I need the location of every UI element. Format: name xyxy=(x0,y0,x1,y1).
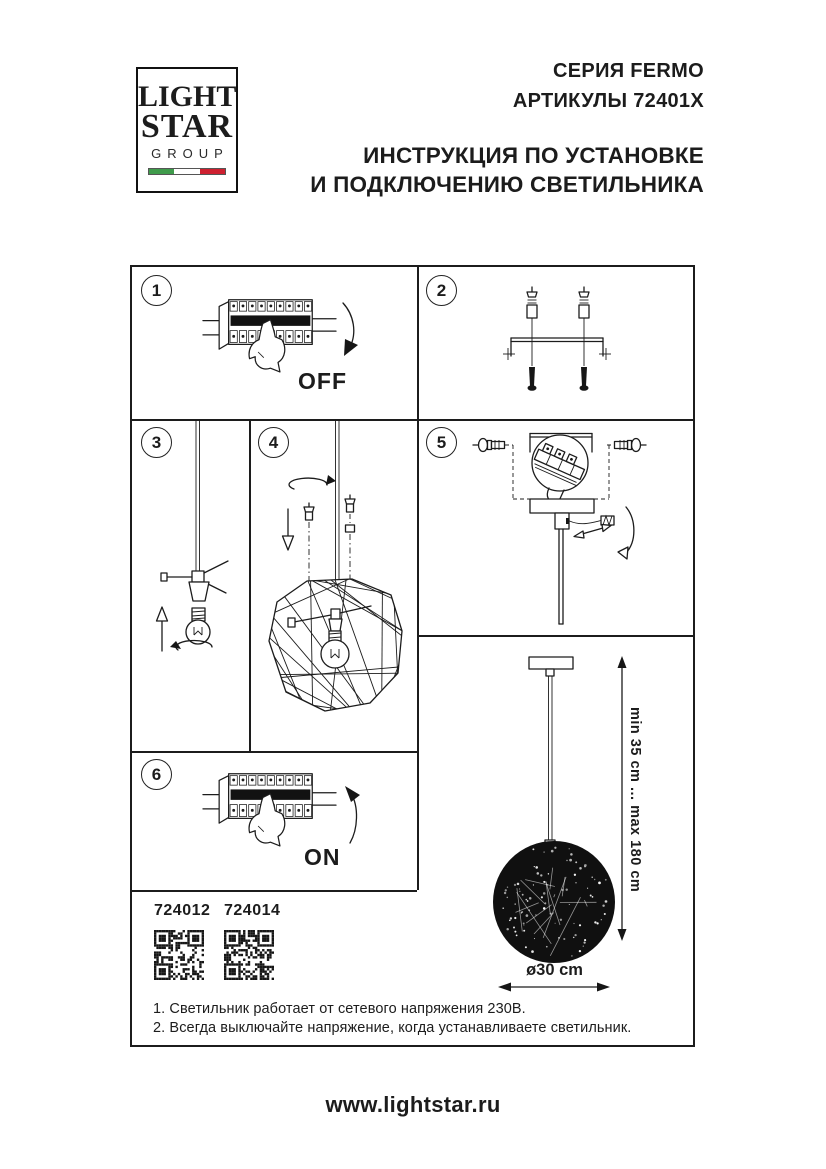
shade-install-diagram xyxy=(249,419,417,751)
note-2: 2. Всегда выключайте напряжение, когда устанавливаете светильник. xyxy=(153,1019,632,1036)
step-5-number: 5 xyxy=(426,427,457,458)
flag-white xyxy=(174,169,199,174)
diagram-sheet xyxy=(130,265,695,1047)
ceiling-mount-diagram xyxy=(417,419,697,635)
pendant-lamp-diagram xyxy=(417,635,697,1049)
step-3-panel xyxy=(132,419,249,751)
step-6-panel xyxy=(132,751,417,890)
articles-title: АРТИКУЛЫ 72401X xyxy=(512,90,704,112)
breaker-on-diagram xyxy=(132,751,417,890)
instruction-title-line1: ИНСТРУКЦИЯ ПО УСТАНОВКЕ xyxy=(363,143,704,168)
qr-article-724012: 724012 xyxy=(154,902,211,919)
lamp-dimensions-panel xyxy=(417,635,697,1049)
step-2-number: 2 xyxy=(426,275,457,306)
lightstar-logo xyxy=(136,67,238,193)
website-url: www.lightstar.ru xyxy=(325,1092,501,1117)
logo-word-group: GROUP xyxy=(151,146,229,161)
logo-word-star: STAR xyxy=(140,108,234,145)
step-6-number: 6 xyxy=(141,759,172,790)
qr-code-724012 xyxy=(154,930,204,980)
logo-word-light: LIGHT xyxy=(138,80,237,113)
height-range-label: min 35 cm ... max 180 cm xyxy=(627,707,643,893)
safety-notes xyxy=(153,1000,631,1037)
flag-red xyxy=(200,169,225,174)
off-label: OFF xyxy=(298,368,347,394)
qr-article-724014: 724014 xyxy=(224,902,281,919)
step-1-panel xyxy=(132,267,417,419)
on-label: ON xyxy=(304,844,341,870)
step-1-number: 1 xyxy=(141,275,172,306)
note-1: 1. Светильник работает от сетевого напряжения 230В. xyxy=(153,1001,526,1017)
step-3-number: 3 xyxy=(141,427,172,458)
step-5-panel xyxy=(417,419,697,635)
breaker-off-diagram xyxy=(132,267,417,419)
flag-green xyxy=(149,169,174,174)
series-title: СЕРИЯ FERMO xyxy=(553,60,704,82)
step-4-panel xyxy=(249,419,417,751)
italian-flag-stripe xyxy=(148,168,226,175)
instruction-title-line2: И ПОДКЛЮЧЕНИЮ СВЕТИЛЬНИКА xyxy=(310,171,704,197)
qr-code-724014 xyxy=(224,930,274,980)
instruction-title xyxy=(310,142,704,199)
step-2-panel xyxy=(417,267,697,419)
step-4-number: 4 xyxy=(258,427,289,458)
mounting-hardware-diagram xyxy=(417,267,697,419)
series-block xyxy=(513,56,704,116)
bulb-install-diagram xyxy=(132,419,249,751)
diameter-label: ø30 cm xyxy=(526,961,583,979)
